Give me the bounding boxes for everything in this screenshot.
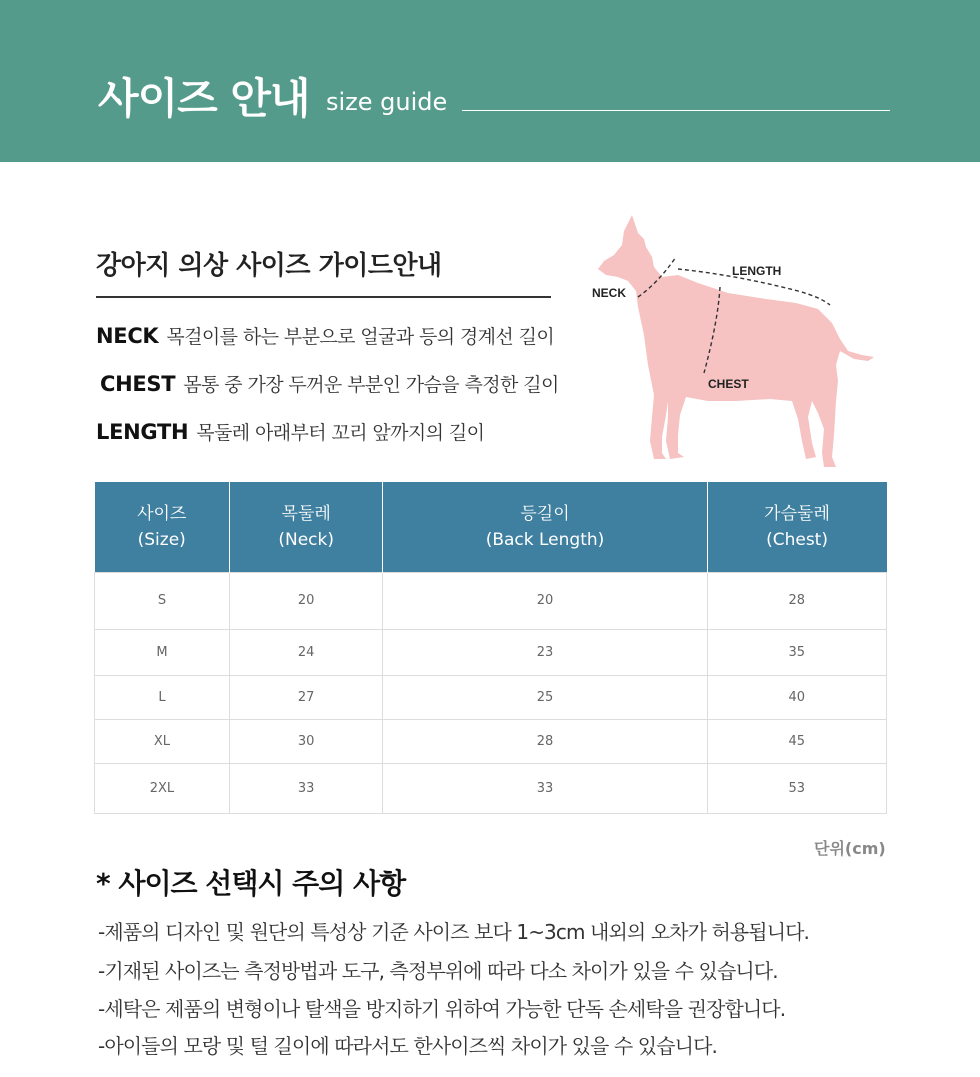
dog-silhouette-icon xyxy=(598,215,874,467)
table-row xyxy=(95,675,887,719)
unit-label: 단위(cm) xyxy=(814,839,886,858)
notice-item: -세탁은 제품의 변형이나 탈색을 방지하기 위하여 가능한 단독 손세탁을 권장합니다. xyxy=(98,997,786,1021)
table-cell: M xyxy=(95,629,230,675)
table-row xyxy=(95,719,887,763)
table-row xyxy=(95,763,887,813)
table-cell: 20 xyxy=(383,572,707,629)
table-cell: 33 xyxy=(383,763,707,813)
table-cell: 25 xyxy=(383,675,707,719)
table-cell: 30 xyxy=(229,719,383,763)
header-banner xyxy=(0,0,980,162)
size-table xyxy=(94,482,887,814)
table-cell: 53 xyxy=(707,763,886,813)
guide-title: 강아지 의상 사이즈 가이드안내 xyxy=(96,251,442,281)
definition-desc: 몸통 중 가장 두꺼운 부분인 가슴을 측정한 길이 xyxy=(183,374,559,396)
table-cell: 28 xyxy=(707,572,886,629)
definition-desc: 목걸이를 하는 부분으로 얼굴과 등의 경계선 길이 xyxy=(166,326,555,348)
header-ko: 목둘레 xyxy=(281,503,331,524)
table-row xyxy=(95,572,887,629)
header-en: (Size) xyxy=(137,529,186,550)
notice-title: * 사이즈 선택시 주의 사항 xyxy=(96,867,406,900)
column-header-neck xyxy=(229,482,383,572)
definition-neck xyxy=(96,322,554,349)
definition-chest xyxy=(100,370,559,397)
table-header-row xyxy=(95,482,887,572)
notice-item: -제품의 디자인 및 원단의 특성상 기준 사이즈 보다 1~3cm 내외의 오차가 허용됩니다. xyxy=(98,920,810,944)
notice-item: -아이들의 모랑 및 털 길이에 따라서도 한사이즈씩 차이가 있을 수 있습니다. xyxy=(98,1034,717,1058)
table-cell: 45 xyxy=(707,719,886,763)
table-cell: 28 xyxy=(383,719,707,763)
header-ko: 사이즈 xyxy=(137,503,187,524)
column-header-back-length xyxy=(383,482,707,572)
definition-length xyxy=(96,418,484,445)
page-title: 사이즈 안내 xyxy=(98,74,310,123)
definition-term: NECK xyxy=(96,324,159,348)
dog-measurement-diagram xyxy=(586,205,886,475)
table-cell: 2XL xyxy=(95,763,230,813)
header-en: (Neck) xyxy=(278,529,334,550)
table-cell: 35 xyxy=(707,629,886,675)
table-cell: 24 xyxy=(229,629,383,675)
table-cell: 33 xyxy=(229,763,383,813)
definition-desc: 목둘레 아래부터 꼬리 앞까지의 길이 xyxy=(196,422,485,444)
table-cell: XL xyxy=(95,719,230,763)
diagram-label-chest: CHEST xyxy=(708,377,749,391)
notice-item: -기재된 사이즈는 측정방법과 도구, 측정부위에 따라 다소 차이가 있을 수 있습니다. xyxy=(98,959,778,983)
table-row xyxy=(95,629,887,675)
column-header-chest xyxy=(707,482,886,572)
table-cell: 27 xyxy=(229,675,383,719)
table-cell: 40 xyxy=(707,675,886,719)
page-subtitle: size guide xyxy=(326,88,448,116)
definition-term: LENGTH xyxy=(96,420,189,444)
table-cell: 23 xyxy=(383,629,707,675)
definition-term: CHEST xyxy=(100,372,176,396)
header-divider xyxy=(462,110,890,111)
guide-divider xyxy=(96,296,551,298)
column-header-size xyxy=(95,482,230,572)
diagram-label-length: LENGTH xyxy=(732,264,782,278)
table-cell: 20 xyxy=(229,572,383,629)
header-ko: 등길이 xyxy=(520,503,570,524)
header-ko: 가슴둘레 xyxy=(764,503,830,524)
table-cell: L xyxy=(95,675,230,719)
table-cell: S xyxy=(95,572,230,629)
diagram-label-neck: NECK xyxy=(592,286,627,300)
header-en: (Back Length) xyxy=(485,529,605,550)
header-en: (Chest) xyxy=(766,529,828,550)
